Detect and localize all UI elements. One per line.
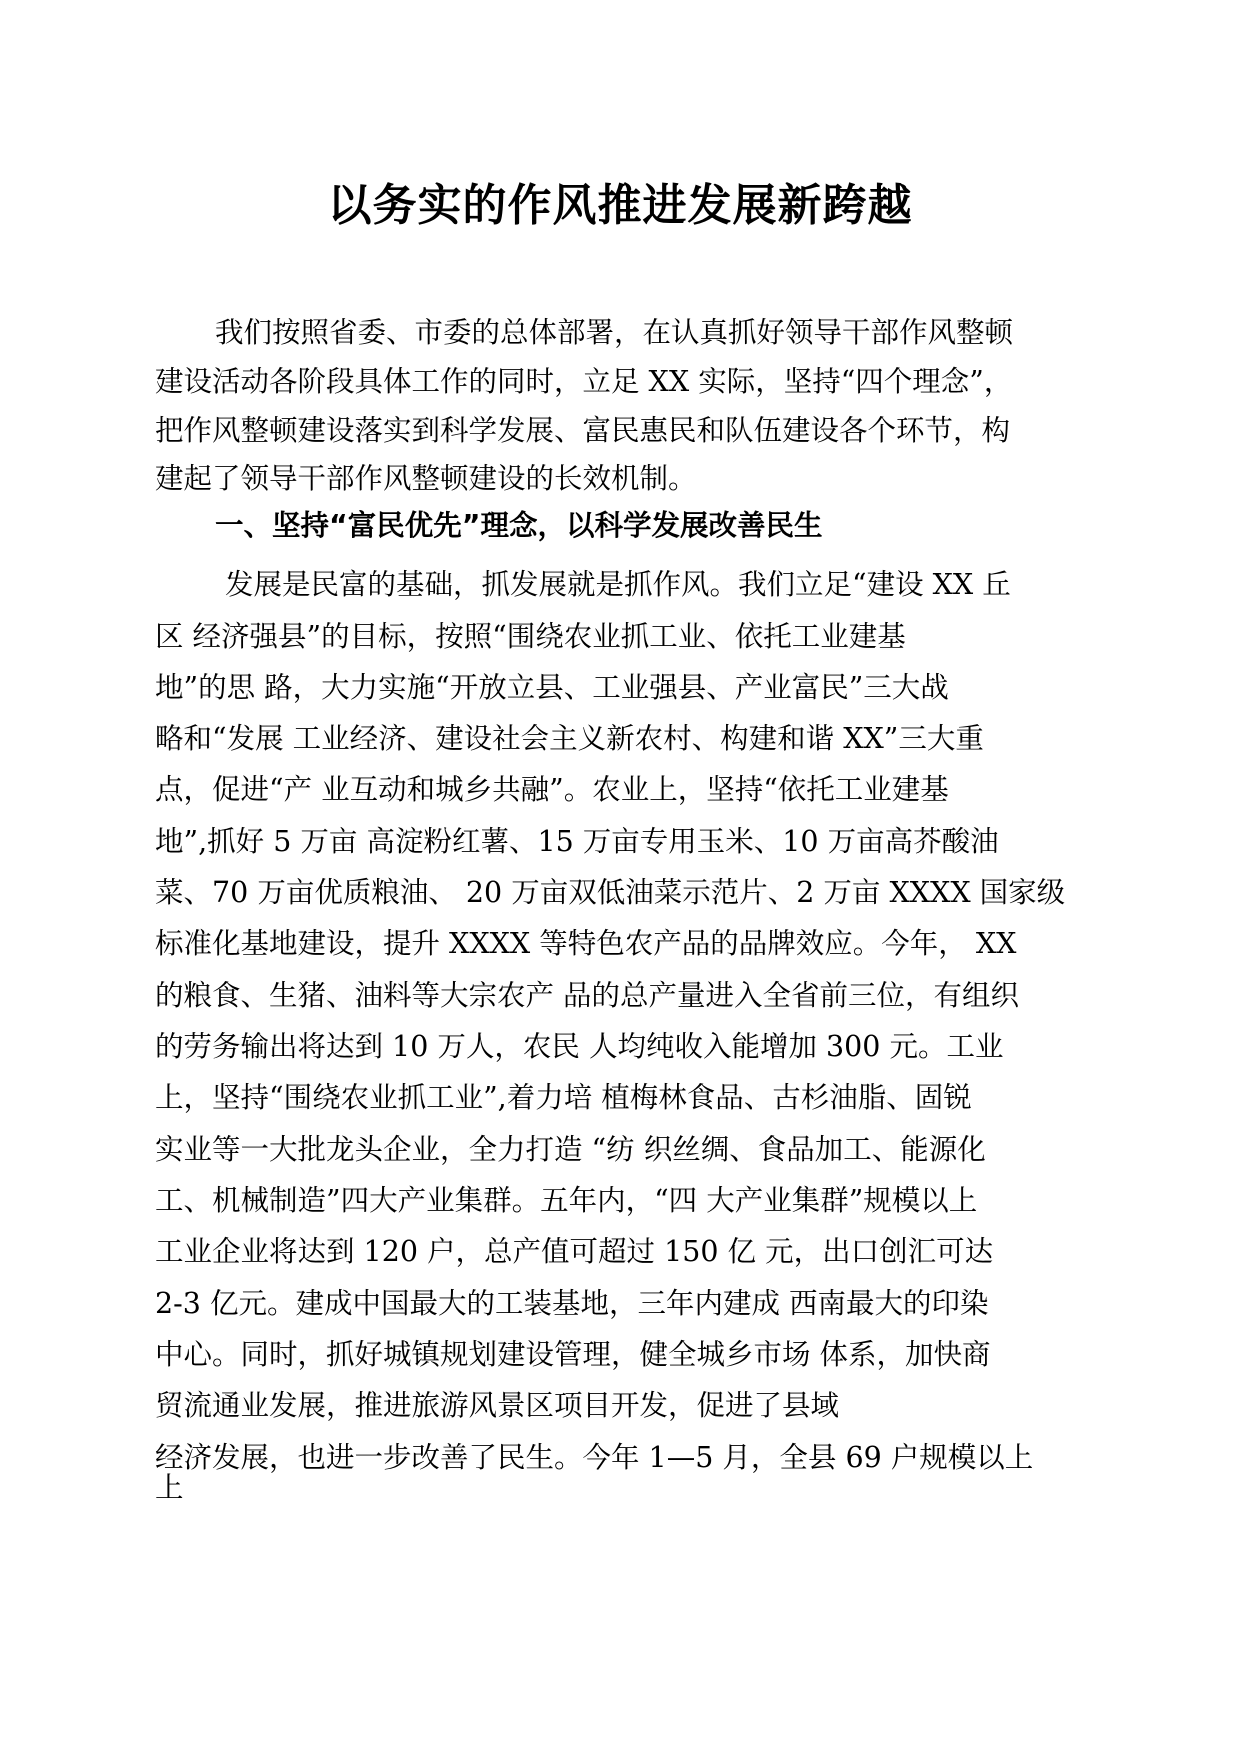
body-line-10: 的劳务输出将达到 10 万人，农民 人均纯收入能增加 300 元。工业	[155, 1030, 1004, 1063]
body-line-6: 地”,抓好 5 万亩 高淀粉红薯、15 万亩专用玉米、10 万亩高芥酸油	[155, 825, 999, 858]
section-heading: 一、坚持“富民优先”理念，以科学发展改善民生	[215, 509, 823, 542]
document-title: 以务实的作风推进发展新跨越	[327, 180, 913, 231]
body-line-2: 区 经济强县”的目标，按照“围绕农业抓工业、依托工业建基	[155, 620, 906, 653]
body-line-18: 经济发展，也进一步改善了民生。今年 1—5 月，全县 69 户规模以上	[155, 1441, 1034, 1474]
body-line-15: 2-3 亿元。建成中国最大的工装基地，三年内建成 西南最大的印染	[155, 1287, 989, 1320]
intro-line-3: 把作风整顿建设落实到科学发展、富民惠民和队伍建设各个环节，构	[155, 414, 1011, 447]
body-line-14: 工业企业将达到 120 户，总产值可超过 150 亿 元，出口创汇可达	[155, 1235, 994, 1268]
body-line-17: 贸流通业发展，推进旅游风景区项目开发，促进了县域	[155, 1389, 840, 1422]
body-line-3: 地”的思 路，大力实施“开放立县、工业强县、产业富民”三大战	[155, 671, 949, 704]
intro-line-2: 建设活动各阶段具体工作的同时，立足 XX 实际，坚持“四个理念”，	[155, 365, 1013, 398]
body-line-7: 菜、70 万亩优质粮油、 20 万亩双低油菜示范片、2 万亩 XXXX 国家级	[155, 876, 1066, 909]
body-line-13: 工、机械制造”四大产业集群。五年内，“四 大产业集群”规模以上	[155, 1184, 978, 1217]
body-line-8: 标准化基地建设，提升 XXXX 等特色农产品的品牌效应。今年， XX	[155, 927, 1017, 960]
body-line-5: 点，促进“产 业互动和城乡共融”。农业上，坚持“依托工业建基	[155, 773, 949, 806]
intro-line-1: 我们按照省委、市委的总体部署，在认真抓好领导干部作风整顿	[215, 316, 1014, 349]
body-line-16: 中心。同时，抓好城镇规划建设管理，健全城乡市场 体系，加快商	[155, 1338, 991, 1371]
body-line-11: 上，坚持“围绕农业抓工业”,着力培 植梅林食品、古杉油脂、固锐	[155, 1081, 972, 1114]
intro-line-4: 建起了领导干部作风整顿建设的长效机制。	[155, 462, 697, 495]
body-line-19: 上	[155, 1471, 184, 1504]
body-line-9: 的粮食、生猪、油料等大宗农产 品的总产量进入全省前三位，有组织	[155, 979, 1020, 1012]
body-line-12: 实业等一大批龙头企业，全力打造 “纺 织丝绸、食品加工、能源化	[155, 1133, 986, 1166]
body-line-4: 略和“发展 工业经济、建设社会主义新农村、构建和谐 XX”三大重	[155, 722, 984, 755]
body-line-1: 发展是民富的基础，抓发展就是抓作风。我们立足“建设 XX 丘	[225, 568, 1011, 601]
